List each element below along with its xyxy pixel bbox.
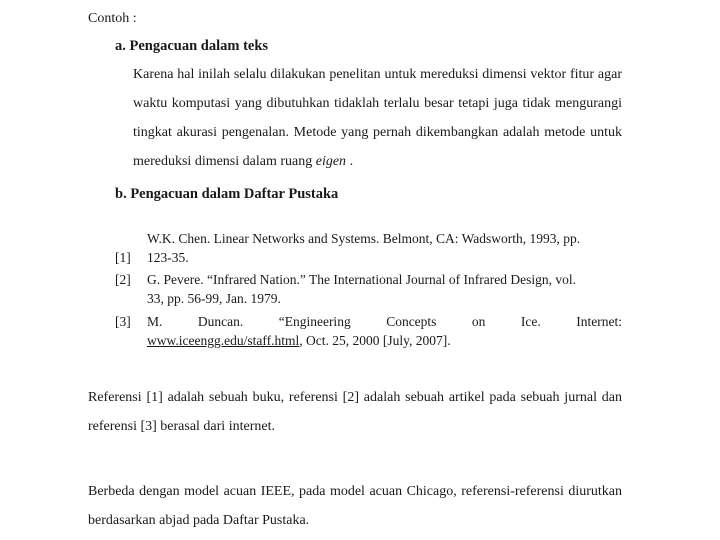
reference-line: G. Pevere. “Infrared Nation.” The International Journal of Infrared Design, vol. [147, 272, 576, 287]
reference-word: M. [147, 314, 163, 329]
section-a-text: Karena hal inilah selalu dilakukan penelitan untuk mereduksi dimensi vektor fitur agar waktu komputasi yang dibutuhkan tidaklah terlalu besar tetapi juga tidak mengurangi tingkat akurasi pengenalan. Metode yang pernah dikembangkan adalah metode untuk mereduksi dimensi dalam ruang [133, 67, 622, 169]
intro-label: Contoh : [88, 11, 137, 26]
reference-text [147, 229, 622, 267]
section-a-paragraph [133, 60, 622, 176]
reference-text [147, 312, 622, 350]
reference-line [147, 331, 622, 350]
reference-link[interactable]: www.iceengg.edu/staff.html [147, 333, 300, 348]
reference-line-rest: , Oct. 25, 2000 [July, 2007]. [299, 333, 451, 348]
italic-term: eigen [315, 154, 347, 169]
section-a-end: . [346, 154, 354, 169]
reference-line: W.K. Chen. Linear Networks and Systems. Belmont, CA: Wadsworth, 1993, pp. [147, 231, 581, 246]
reference-text [147, 270, 622, 308]
section-b-heading: b. Pengacuan dalam Daftar Pustaka [115, 186, 339, 202]
reference-number: [2] [115, 272, 131, 287]
reference-line: 33, pp. 56-99, Jan. 1979. [147, 291, 281, 306]
chicago-paragraph: Berbeda dengan model acuan IEEE, pada model acuan Chicago, referensi-referensi diurutkan berdasarkan abjad pada Daftar Pustaka. [88, 484, 622, 528]
reference-line [147, 312, 622, 331]
reference-number: [3] [115, 314, 131, 329]
reference-line: 123-35. [147, 250, 189, 265]
reference-word: “Engineering [278, 314, 351, 329]
reference-number: [1] [115, 250, 131, 265]
reference-word: Concepts [386, 314, 437, 329]
reference-word: Duncan. [197, 314, 244, 329]
reference-word: on [471, 314, 486, 329]
reference-word: Ice. [520, 314, 541, 329]
section-a-heading: a. Pengacuan dalam teks [115, 38, 269, 54]
reference-word: Internet: [576, 314, 622, 329]
reference-summary-paragraph: Referensi [1] adalah sebuah buku, referensi [2] adalah sebuah artikel pada sebuah jurnal dan referensi [3] berasal dari internet. [88, 390, 622, 434]
